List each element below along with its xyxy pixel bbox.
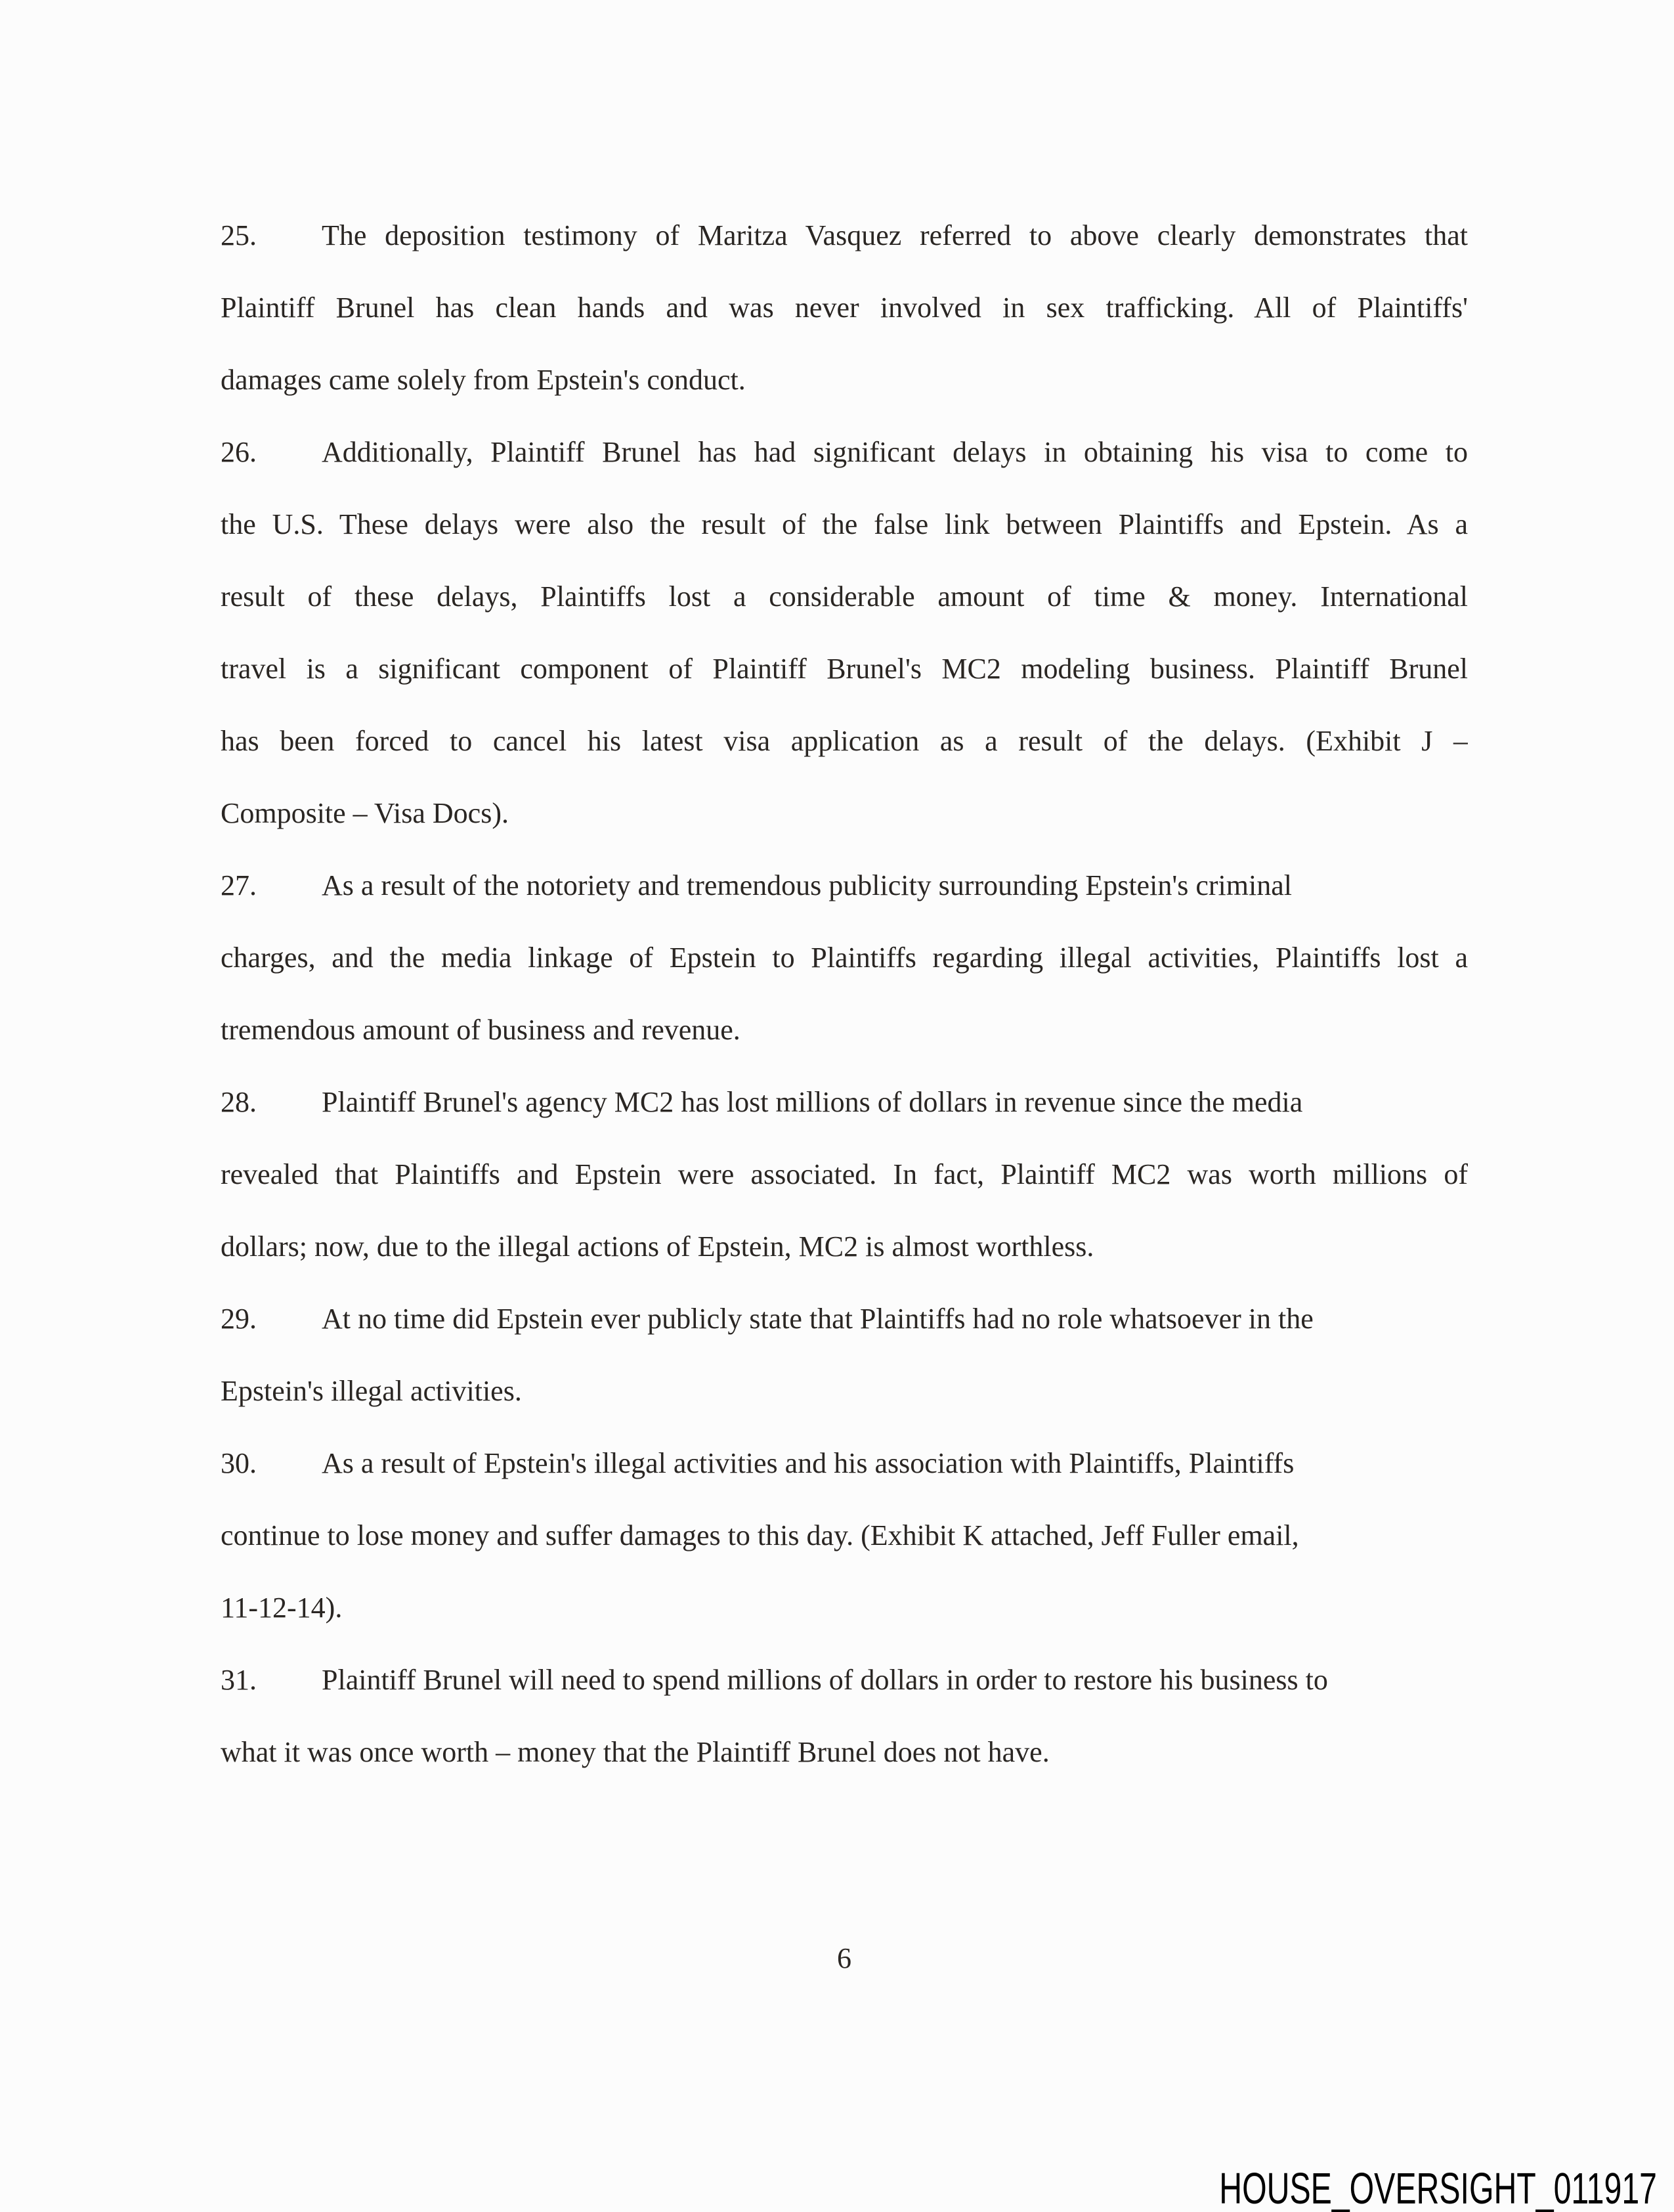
paragraph-line (221, 1139, 1468, 1211)
paragraph-text: As a result of Epstein's illegal activities and his association with Plaintiffs, Plaintiffs (322, 1447, 1295, 1479)
paragraph-number: 27. (221, 869, 257, 901)
paragraph-text: dollars; now, due to the illegal actions of Epstein, MC2 is almost worthless. (221, 1230, 1094, 1263)
paragraph-line (221, 488, 1468, 561)
paragraph-text: At no time did Epstein ever publicly state that Plaintiffs had no role whatsoever in the (322, 1303, 1314, 1335)
paragraph-line (221, 1427, 1468, 1500)
paragraph-line (221, 200, 1468, 272)
paragraph-text: damages came solely from Epstein's conduct. (221, 364, 746, 396)
paragraph-line (221, 1572, 1468, 1644)
paragraph-text: what it was once worth – money that the Plaintiff Brunel does not have. (221, 1736, 1050, 1768)
paragraph-line (221, 344, 1468, 416)
paragraph-line (221, 633, 1468, 705)
paragraph-line (221, 850, 1468, 922)
paragraph-number: 26. (221, 436, 257, 468)
paragraph-text: result of these delays, Plaintiffs lost a considerable amount of time & money. International (221, 580, 1468, 613)
paragraph-text: Composite – Visa Docs). (221, 797, 509, 829)
paragraph-line (221, 994, 1468, 1066)
paragraph-number: 28. (221, 1086, 257, 1118)
page-number: 6 (837, 1942, 851, 1974)
paragraph-line (221, 1066, 1468, 1139)
paragraph-text: tremendous amount of business and revenue. (221, 1014, 740, 1046)
paragraph-text: Plaintiff Brunel will need to spend millions of dollars in order to restore his business to (322, 1664, 1328, 1696)
paragraph-line (221, 705, 1468, 777)
paragraph-text: 11-12-14). (221, 1592, 343, 1624)
paragraph-line (221, 1716, 1468, 1789)
paragraph-number: 31. (221, 1664, 257, 1696)
paragraph-number: 30. (221, 1447, 257, 1479)
bates-stamp: HOUSE_OVERSIGHT_011917 (1219, 2164, 1657, 2212)
document-body (221, 200, 1468, 1789)
paragraph-text: has been forced to cancel his latest visa application as a result of the delays. (Exhibit J – (221, 725, 1468, 757)
paragraph-text: travel is a significant component of Plaintiff Brunel's MC2 modeling business. Plaintiff Brunel (221, 653, 1468, 685)
paragraph-number: 29. (221, 1303, 257, 1335)
paragraph-line (221, 922, 1468, 994)
paragraph-line (221, 272, 1468, 344)
paragraph-line (221, 777, 1468, 850)
paragraph-text: revealed that Plaintiffs and Epstein were associated. In fact, Plaintiff MC2 was worth millions of (221, 1158, 1468, 1190)
paragraph-line (221, 1644, 1468, 1716)
paragraph-number: 25. (221, 219, 257, 251)
paragraph-text: the U.S. These delays were also the result of the false link between Plaintiffs and Epstein. As a (221, 508, 1468, 540)
paragraph-text: Plaintiff Brunel has clean hands and was never involved in sex trafficking. All of Plaintiffs' (221, 292, 1468, 324)
paragraph-line (221, 1500, 1468, 1572)
paragraph-line (221, 1211, 1468, 1283)
paragraph-text: continue to lose money and suffer damages to this day. (Exhibit K attached, Jeff Fuller email, (221, 1519, 1299, 1551)
paragraph-line (221, 561, 1468, 633)
paragraph-text: As a result of the notoriety and tremendous publicity surrounding Epstein's criminal (322, 869, 1292, 901)
paragraph-line (221, 1283, 1468, 1355)
paragraph-text: Additionally, Plaintiff Brunel has had significant delays in obtaining his visa to come to (322, 436, 1468, 468)
paragraph-line (221, 416, 1468, 488)
paragraph-line (221, 1355, 1468, 1427)
paragraph-text: charges, and the media linkage of Epstein to Plaintiffs regarding illegal activities, Plaintiffs lost a (221, 942, 1468, 974)
paragraph-text: Epstein's illegal activities. (221, 1375, 522, 1407)
paragraph-text: Plaintiff Brunel's agency MC2 has lost millions of dollars in revenue since the media (322, 1086, 1303, 1118)
paragraph-text: The deposition testimony of Maritza Vasquez referred to above clearly demonstrates that (322, 219, 1468, 251)
